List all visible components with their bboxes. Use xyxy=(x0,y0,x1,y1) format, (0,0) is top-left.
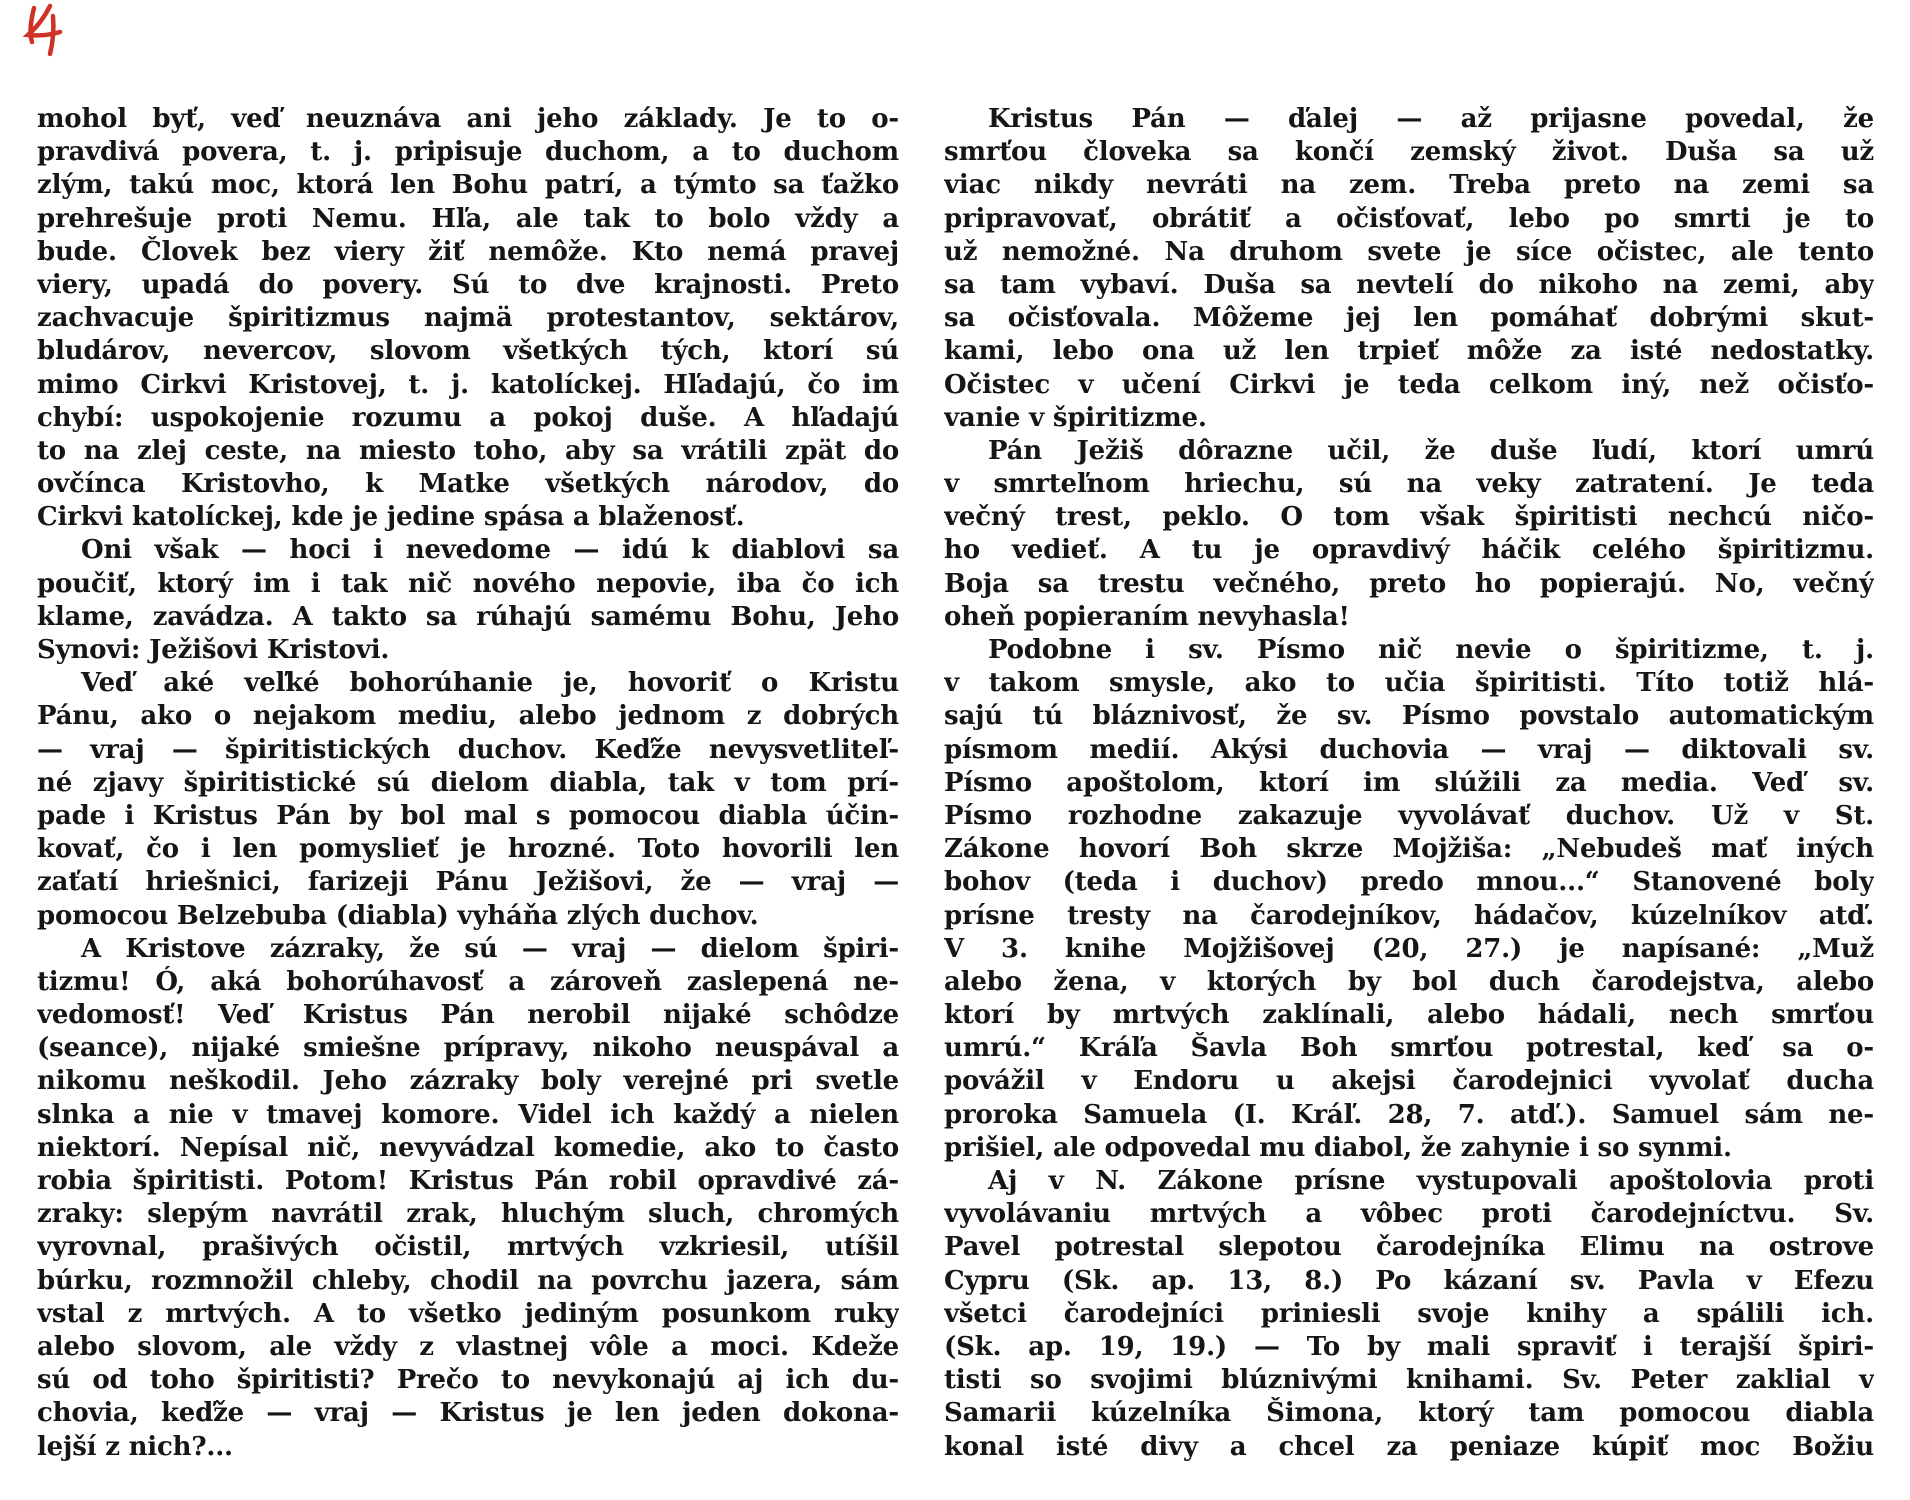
text-line: smrťou človeka sa končí zemský život. Duša sa už xyxy=(944,137,1874,168)
text-line: poučiť, ktorý im i tak nič nového nepovie, iba čo ich xyxy=(37,568,899,599)
text-line: pravdivá povera, t. j. pripisuje duchom, a to duchom xyxy=(37,137,899,168)
text-line: Písmo apoštolom, ktorí im slúžili za media. Veď sv. xyxy=(944,767,1874,798)
text-line: bludárov, nevercov, slovom všetkých tých, ktorí sú xyxy=(37,336,899,367)
text-line: Kristus Pán — ďalej — až prijasne povedal, že xyxy=(988,104,1874,134)
text-line: robia špiritisti. Potom! Kristus Pán robil opravdivé zá- xyxy=(37,1166,899,1196)
text-line: — vraj — špiritistických duchov. Keďže nevysvetliteľ- xyxy=(37,734,899,765)
text-line: Cypru (Sk. ap. 13, 8.) Po kázaní sv. Pavla v Efezu xyxy=(944,1265,1874,1296)
text-line: nikomu neškodil. Jeho zázraky boly verejné pri svetle xyxy=(37,1066,899,1097)
text-line: vstal z mrtvých. A to všetko jediným posunkom ruky xyxy=(37,1298,899,1329)
text-line: proroka Samuela (I. Kráľ. 28, 7. atď.). Samuel sám ne- xyxy=(944,1099,1874,1130)
text-line: chovia, keďže — vraj — Kristus je len jeden dokona- xyxy=(37,1398,899,1429)
text-line: zlým, takú moc, ktorá len Bohu patrí, a týmto sa ťažko xyxy=(37,170,899,201)
text-line: pripravovať, obrátiť a očisťovať, lebo po smrti je to xyxy=(944,203,1874,234)
text-line: Zákone hovorí Boh skrze Mojžiša: „Nebudeš mať iných xyxy=(944,834,1874,865)
text-line: Cirkvi katolíckej, kde je jedine spása a blaženosť. xyxy=(37,502,745,533)
text-line: lejší z nich?... xyxy=(37,1431,233,1462)
text-line: né zjavy špiritistické sú dielom diabla, tak v tom prí- xyxy=(37,767,899,798)
text-line: V 3. knihe Mojžišovej (20, 27.) je napísané: „Muž xyxy=(944,933,1874,964)
text-line: tisti so svojimi blúznivými knihami. Sv. Peter zaklial v xyxy=(944,1365,1874,1396)
text-line: písmom medií. Akýsi duchovia — vraj — diktovali sv. xyxy=(944,734,1874,765)
text-line: povážil v Endoru u akejsi čarodejnici vyvolať ducha xyxy=(944,1066,1874,1097)
text-line: alebo žena, v ktorých by bol duch čarodejstva, alebo xyxy=(944,966,1874,997)
text-line: vyrovnal, prašivých očistil, mrtvých vzkriesil, utíšil xyxy=(37,1232,899,1263)
text-line: slnka a nie v tmavej komore. Videl ich každý a nielen xyxy=(37,1099,899,1130)
text-line: ovčínca Kristovho, k Matke všetkých národov, do xyxy=(37,469,899,500)
text-column-left xyxy=(37,103,899,1464)
text-line: A Kristove zázraky, že sú — vraj — dielom špiri- xyxy=(81,933,899,964)
text-line: Veď aké veľké bohorúhanie je, hovoriť o Kristu xyxy=(81,668,899,699)
text-line: ho vedieť. A tu je opravdivý háčik celého špiritizmu. xyxy=(944,535,1874,566)
text-line: sa očisťovala. Môžeme jej len pomáhať dobrými skut- xyxy=(944,303,1874,334)
text-line: Pánu, ako o nejakom mediu, alebo jednom z dobrých xyxy=(37,701,899,732)
text-line: Samarii kúzelníka Šimona, ktorý tam pomocou diabla xyxy=(944,1398,1874,1429)
text-line: pade i Kristus Pán by bol mal s pomocou diabla účin- xyxy=(37,800,899,831)
text-line: bohov (teda i duchov) predo mnou...“ Stanovené boly xyxy=(944,867,1874,898)
text-line: zraky: slepým navrátil zrak, hluchým sluch, chromých xyxy=(37,1199,899,1230)
text-line: vedomosť! Veď Kristus Pán nerobil nijaké schôdze xyxy=(37,1000,899,1031)
text-line: búrku, rozmnožil chleby, chodil na povrchu jazera, sám xyxy=(37,1265,899,1296)
text-line: vyvolávaniu mrtvých a vôbec proti čarodejníctvu. Sv. xyxy=(944,1199,1874,1230)
text-line: prísne tresty na čarodejníkov, hádačov, kúzelníkov atď. xyxy=(944,900,1874,931)
text-line: viery, upadá do povery. Sú to dve krajnosti. Preto xyxy=(37,269,899,300)
text-line: klame, zavádza. A takto sa rúhajú samému Bohu, Jeho xyxy=(37,601,899,632)
text-line: všetci čarodejníci priniesli svoje knihy a spálili ich. xyxy=(944,1298,1874,1329)
text-line: Aj v N. Zákone prísne vystupovali apoštolovia proti xyxy=(988,1166,1874,1196)
text-line: prehrešuje proti Nemu. Hľa, ale tak to bolo vždy a xyxy=(37,203,899,234)
text-line: oheň popieraním nevyhasla! xyxy=(944,601,1350,632)
text-line: Pavel potrestal slepotou čarodejníka Elimu na ostrove xyxy=(944,1232,1874,1263)
text-line: pomocou Belzebuba (diabla) vyháňa zlých duchov. xyxy=(37,900,759,931)
text-line: Pán Ježiš dôrazne učil, že duše ľudí, ktorí umrú xyxy=(988,435,1874,466)
text-line: vanie v špiritizme. xyxy=(944,402,1207,433)
text-line: konal isté divy a chcel za peniaze kúpiť moc Božiu xyxy=(944,1431,1874,1462)
text-line: alebo slovom, ale vždy z vlastnej vôle a moci. Kdeže xyxy=(37,1331,899,1362)
text-line: v takom smysle, ako to učia špiritisti. Títo totiž hlá- xyxy=(944,668,1874,699)
text-line: kovať, čo i len pomyslieť je hrozné. Toto hovorili len xyxy=(37,834,899,865)
text-line: niektorí. Nepísal nič, nevyvádzal komedie, ako to často xyxy=(37,1132,899,1163)
text-line: (seance), nijaké smiešne prípravy, nikoho neuspával a xyxy=(37,1033,899,1064)
text-line: ktorí by mrtvých zaklínali, alebo hádali, nech smrťou xyxy=(944,1000,1874,1031)
text-line: sú od toho špiritisti? Prečo to nevykonajú aj ich du- xyxy=(37,1365,899,1396)
red-ink-scribble xyxy=(20,2,72,64)
text-line: Očistec v učení Cirkvi je teda celkom iný, než očisťo- xyxy=(944,369,1874,400)
text-line: chybí: uspokojenie rozumu a pokoj duše. A hľadajú xyxy=(37,402,899,433)
text-line: sa tam vybaví. Duša sa nevtelí do nikoho na zemi, aby xyxy=(944,269,1874,300)
text-line: zaťatí hriešnici, farizeji Pánu Ježišovi, že — vraj — xyxy=(37,867,899,898)
text-line: prišiel, ale odpovedal mu diabol, že zahynie i so synmi. xyxy=(944,1132,1732,1163)
text-line: bude. Človek bez viery žiť nemôže. Kto nemá pravej xyxy=(37,236,899,267)
text-line: už nemožné. Na druhom svete je síce očistec, ale tento xyxy=(944,236,1874,267)
text-line: viac nikdy nevráti na zem. Treba preto na zemi sa xyxy=(944,170,1874,201)
text-line: Písmo rozhodne zakazuje vyvolávať duchov. Už v St. xyxy=(944,800,1874,831)
text-line: Oni však — hoci i nevedome — idú k diablovi sa xyxy=(81,535,899,566)
text-line: (Sk. ap. 19, 19.) — To by mali spraviť i terajší špiri- xyxy=(944,1331,1874,1362)
text-line: Synovi: Ježišovi Kristovi. xyxy=(37,635,390,665)
text-line: umrú.“ Kráľa Šavla Boh smrťou potrestal, keď sa o- xyxy=(944,1033,1874,1064)
text-line: kami, lebo ona už len trpieť môže za isté nedostatky. xyxy=(944,336,1874,367)
text-line: mohol byť, veď neuznáva ani jeho základy. Je to o- xyxy=(37,104,899,134)
text-column-right xyxy=(944,103,1874,1464)
text-line: to na zlej ceste, na miesto toho, aby sa vrátili zpät do xyxy=(37,435,899,466)
text-line: zachvacuje špiritizmus najmä protestantov, sektárov, xyxy=(37,303,899,334)
text-line: Podobne i sv. Písmo nič nevie o špiritizme, t. j. xyxy=(988,635,1874,665)
text-line: Boja sa trestu večného, preto ho popierajú. No, večný xyxy=(944,568,1874,599)
text-line: mimo Cirkvi Kristovej, t. j. katolíckej. Hľadajú, čo im xyxy=(37,369,899,400)
text-line: sajú tú bláznivosť, že sv. Písmo povstalo automatickým xyxy=(944,701,1874,732)
text-line: večný trest, peklo. O tom však špiritisti nechcú ničo- xyxy=(944,502,1874,533)
text-line: v smrteľnom hriechu, sú na veky zatratení. Je teda xyxy=(944,469,1874,500)
text-line: tizmu! Ó, aká bohorúhavosť a zároveň zaslepená ne- xyxy=(37,966,899,997)
